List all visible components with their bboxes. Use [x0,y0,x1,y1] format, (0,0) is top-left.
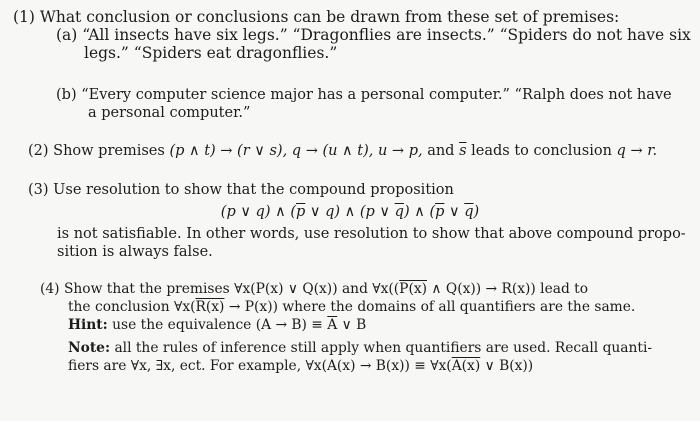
question-4-number: (4) [40,281,60,297]
premise-1: (p ∧ t) → (r ∨ s), [169,143,288,159]
question-4-text-1c: ∧ Q(x)) → R(x)) lead to [427,281,589,297]
question-1b-label: (b) [56,87,77,103]
question-4-text-1b: P(x) [399,281,428,297]
note-text-2c: ∨ B(x)) [480,358,534,374]
note-text-1: all the rules of inference still apply when quantifiers are used. Recall quanti- [110,340,653,356]
note-label: Note: [68,340,111,356]
premise-s-bar: $\overline{s}$ [459,143,467,159]
question-2-text: Show premises [53,143,165,159]
question-1a-line-2: legs.” “Spiders eat dragonflies.” [84,44,338,62]
formula-part-4: $\overline{q}$ [394,204,404,220]
question-1b-line-1 [56,86,672,104]
note-text-2b: A(x) [451,358,481,374]
question-1-stem: What conclusion or conclusions can be drawn from these set of premises: [39,8,620,26]
formula-part-3: ∨ q) ∧ (p ∨ [305,204,395,220]
question-4-text-2b: R(x) [195,299,225,315]
question-4-hint [68,316,366,334]
formula-part-1: (p ∨ q) ∧ ( [220,204,296,220]
formula-part-7: ∨ [444,204,465,220]
formula-part-5: ) ∧ ( [403,204,436,220]
premise-2: q → (u ∧ t), [291,143,374,159]
question-3-number: (3) [28,182,49,198]
question-2-mid: leads to conclusion [471,143,612,159]
hint-text-b: $\overline{A}$ [327,317,338,333]
question-1a-text-1: “All insects have six legs.” “Dragonflies are insects.” “Spiders do not have six [82,26,691,44]
hint-label: Hint: [68,317,108,333]
question-4-text-1a: Show that the premises ∀x(P(x) ∨ Q(x)) and ∀x(( [63,281,400,297]
conclusion: q → r. [616,143,658,159]
question-1-stem-line [13,8,619,26]
formula-part-8: $\overline{q}$ [464,204,474,220]
question-3-formula [0,203,700,221]
question-4-note-line-1 [68,339,652,357]
question-4-line-2 [68,298,635,316]
formula-part-9: ) [473,204,480,220]
formula-part-6: $\overline{p}$ [435,204,445,220]
hint-text-a: use the equivalence (A → B) ≡ [107,317,328,333]
question-1b-text-1: “Every computer science major has a personal computer.” “Ralph does not have [81,87,672,103]
premise-3: u → p, [377,143,423,159]
question-2-and: and [427,143,455,159]
question-2-number: (2) [28,143,49,159]
question-1a-line-1 [56,26,691,44]
question-1a-label: (a) [56,26,78,44]
question-3-line-2: is not satisfiable. In other words, use resolution to show that above compound propo- [57,226,686,242]
question-4-line-1 [40,280,588,298]
question-2-line [28,142,657,160]
question-3-line-1 [28,181,454,199]
question-4-note-line-2 [68,357,533,375]
question-3-text-1: Use resolution to show that the compound proposition [53,182,454,198]
question-1-number: (1) [13,8,35,26]
question-1b-line-2: a personal computer.” [88,105,251,121]
question-4-text-2a: the conclusion ∀x( [68,299,196,315]
question-3-line-3: sition is always false. [57,244,213,260]
question-4-text-2c: → P(x)) where the domains of all quantifiers are the same. [224,299,636,315]
hint-text-c: ∨ B [337,317,367,333]
formula-part-2: $\overline{p}$ [295,204,306,220]
note-text-2a: fiers are ∀x, ∃x, ect. For example, ∀x(A(x) → B(x)) ≡ ∀x( [68,358,452,374]
